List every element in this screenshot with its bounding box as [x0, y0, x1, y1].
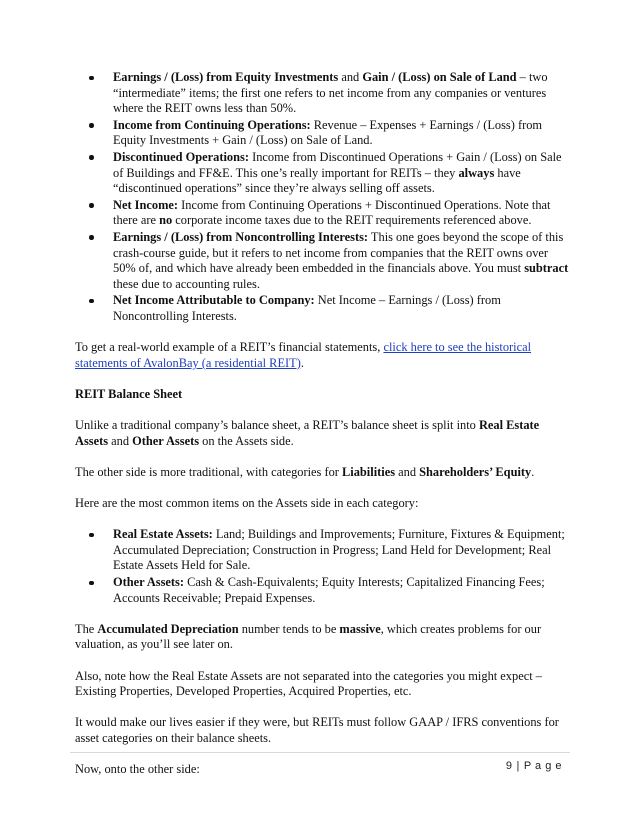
bullet-icon [89, 123, 94, 128]
list-item: Earnings / (Loss) from Equity Investments and Gain / (Loss) on Sale of Land – two “intermediate” items; the first one refers to net income from any companies or ventures where the REIT owns less than 50%. [113, 70, 569, 117]
bullet-icon [89, 299, 94, 304]
gaap-paragraph: It would make our lives easier if they were, but REITs must follow GAAP / IFRS conventions for asset categories on their balance sheets. [75, 715, 559, 745]
other-side-intro-paragraph: Now, onto the other side: [75, 762, 200, 777]
page-label: P a g e [523, 760, 562, 772]
list-item: Discontinued Operations: Income from Discontinued Operations + Gain / (Loss) on Sale of Buildings and FF&E. This one’s really important for REITs – they always have “discontinued operations” since they’re always selling off assets. [113, 150, 569, 197]
categories-paragraph: Also, note how the Real Estate Assets are not separated into the categories you might expect – Existing Properties, Developed Properties, Acquired Properties, etc. [75, 668, 542, 699]
other-side-paragraph: The other side is more traditional, with categories for Liabilities and Shareholders’ Equity. [75, 464, 535, 479]
list-item: Income from Continuing Operations: Revenue – Expenses + Earnings / (Loss) from Equity Investments + Gain / (Loss) on Sale of Land. [113, 118, 569, 149]
footer-divider [70, 752, 570, 753]
income-statement-bullet-list [75, 70, 569, 325]
bullet-icon [89, 581, 94, 586]
avalonbay-statements-link[interactable]: click here to see the historical statements of AvalonBay (a residential REIT) [75, 340, 532, 370]
bullet-icon [89, 203, 94, 208]
page-number: 9 [505, 760, 513, 772]
list-item: Other Assets: Cash & Cash-Equivalents; Equity Interests; Capitalized Financing Fees; Accounts Receivable; Prepaid Expenses. [113, 575, 569, 606]
asset-category-bullet-list [75, 527, 569, 606]
bullet-icon [89, 533, 94, 538]
balance-sheet-intro-paragraph: Unlike a traditional company’s balance sheet, a REIT’s balance sheet is split into Real Estate Assets and Other Assets on the Assets side. [75, 418, 540, 448]
bullet-icon [89, 235, 94, 240]
accumulated-depreciation-paragraph: The Accumulated Depreciation number tends to be massive, which creates problems for our valuation, as you’ll see later on. [75, 621, 542, 652]
common-items-paragraph: Here are the most common items on the Assets side in each category: [75, 496, 419, 511]
list-item: Net Income Attributable to Company: Net Income – Earnings / (Loss) from Noncontrolling Interests. [113, 293, 569, 324]
list-item: Earnings / (Loss) from Noncontrolling Interests: This one goes beyond the scope of this crash-course guide, but it refers to net income from companies that the REIT owns over 50% of, and which have already been embedded in the financials above. You must subtract these due to accounting rules. [113, 230, 569, 292]
page-content [75, 70, 569, 793]
section-heading: REIT Balance Sheet [75, 386, 183, 401]
bullet-icon [89, 155, 94, 160]
example-paragraph: To get a real-world example of a REIT’s financial statements, click here to see the historical statements of AvalonBay (a residential REIT). [75, 340, 532, 370]
list-item: Real Estate Assets: Land; Buildings and Improvements; Furniture, Fixtures & Equipment; Accumulated Depreciation; Construction in Progress; Land Held for Development; Real Estate Assets Held for Sale. [113, 527, 569, 574]
bullet-icon [89, 76, 94, 81]
list-item: Net Income: Income from Continuing Operations + Discontinued Operations. Note that there are no corporate income taxes due to the REIT requirements referenced above. [113, 198, 569, 229]
footer-separator: | [516, 760, 520, 772]
page-footer [506, 760, 562, 772]
